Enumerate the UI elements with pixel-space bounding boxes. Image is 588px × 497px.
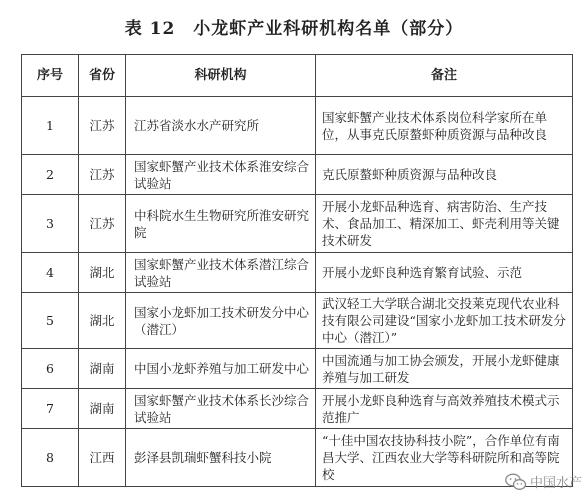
watermark — [505, 472, 582, 491]
row-no: 5 — [22, 293, 79, 349]
row-province: 湖北 — [79, 293, 126, 349]
row-province: 湖北 — [79, 253, 126, 293]
row-province: 江苏 — [79, 97, 126, 155]
row-no: 4 — [22, 253, 79, 293]
row-institution: 国家小龙虾加工技术研发分中心（潜江） — [126, 293, 316, 349]
row-note: 武汉轻工大学联合湖北交投莱克现代农业科技有限公司建设“国家小龙虾加工技术研发分中心（潜江）” — [316, 293, 573, 349]
row-province: 湖南 — [79, 349, 126, 389]
watermark-text: 中国水产 — [529, 476, 582, 491]
row-institution: 中科院水生生物研究所淮安研究院 — [126, 195, 316, 253]
row-institution: 国家虾蟹产业技术体系长沙综合试验站 — [126, 389, 316, 429]
row-note: “十佳中国农技协科技小院”，合作单位有南昌大学、江西农业大学等科研院所和高等院校 — [316, 429, 573, 487]
row-province: 江西 — [79, 429, 126, 487]
table-row — [22, 155, 573, 195]
row-province: 湖南 — [79, 389, 126, 429]
table-title: 表 12 小龙虾产业科研机构名单（部分） — [124, 19, 464, 39]
row-no: 1 — [22, 97, 79, 155]
row-province: 江苏 — [79, 155, 126, 195]
row-no: 2 — [22, 155, 79, 195]
table-row — [22, 97, 573, 155]
row-province: 江苏 — [79, 195, 126, 253]
table-row — [22, 195, 573, 253]
table-row — [22, 293, 573, 349]
row-no: 6 — [22, 349, 79, 389]
row-no: 7 — [22, 389, 79, 429]
row-no: 8 — [22, 429, 79, 487]
row-institution: 江苏省淡水水产研究所 — [126, 97, 316, 155]
table-row — [22, 253, 573, 293]
row-note: 开展小龙虾品种选育、病害防治、生产技术、食品加工、精深加工、虾壳利用等关键技术研发 — [316, 195, 573, 253]
row-institution: 国家虾蟹产业技术体系淮安综合试验站 — [126, 155, 316, 195]
row-no: 3 — [22, 195, 79, 253]
table-header-row — [22, 55, 573, 97]
header-institution: 科研机构 — [126, 55, 316, 97]
header-province: 省份 — [79, 55, 126, 97]
header-no: 序号 — [22, 55, 79, 97]
row-institution: 国家虾蟹产业技术体系潜江综合试验站 — [126, 253, 316, 293]
row-institution: 中国小龙虾养殖与加工研发中心 — [126, 349, 316, 389]
table-row — [22, 349, 573, 389]
row-note: 克氏原螯虾种质资源与品种改良 — [316, 155, 573, 195]
row-note: 开展小龙虾良种选育繁育试验、示范 — [316, 253, 573, 293]
row-note: 国家虾蟹产业技术体系岗位科学家所在单位，从事克氏原螯虾种质资源与品种改良 — [316, 97, 573, 155]
row-note: 开展小龙虾良种选育与高效养殖技术模式示范推广 — [316, 389, 573, 429]
table-row — [22, 389, 573, 429]
research-institution-table — [21, 54, 573, 487]
row-note: 中国流通与加工协会颁发，开展小龙虾健康养殖与加工研发 — [316, 349, 573, 389]
table-row — [22, 429, 573, 487]
wechat-icon — [505, 473, 527, 491]
header-note: 备注 — [316, 55, 573, 97]
row-institution: 彭泽县凯瑞虾蟹科技小院 — [126, 429, 316, 487]
